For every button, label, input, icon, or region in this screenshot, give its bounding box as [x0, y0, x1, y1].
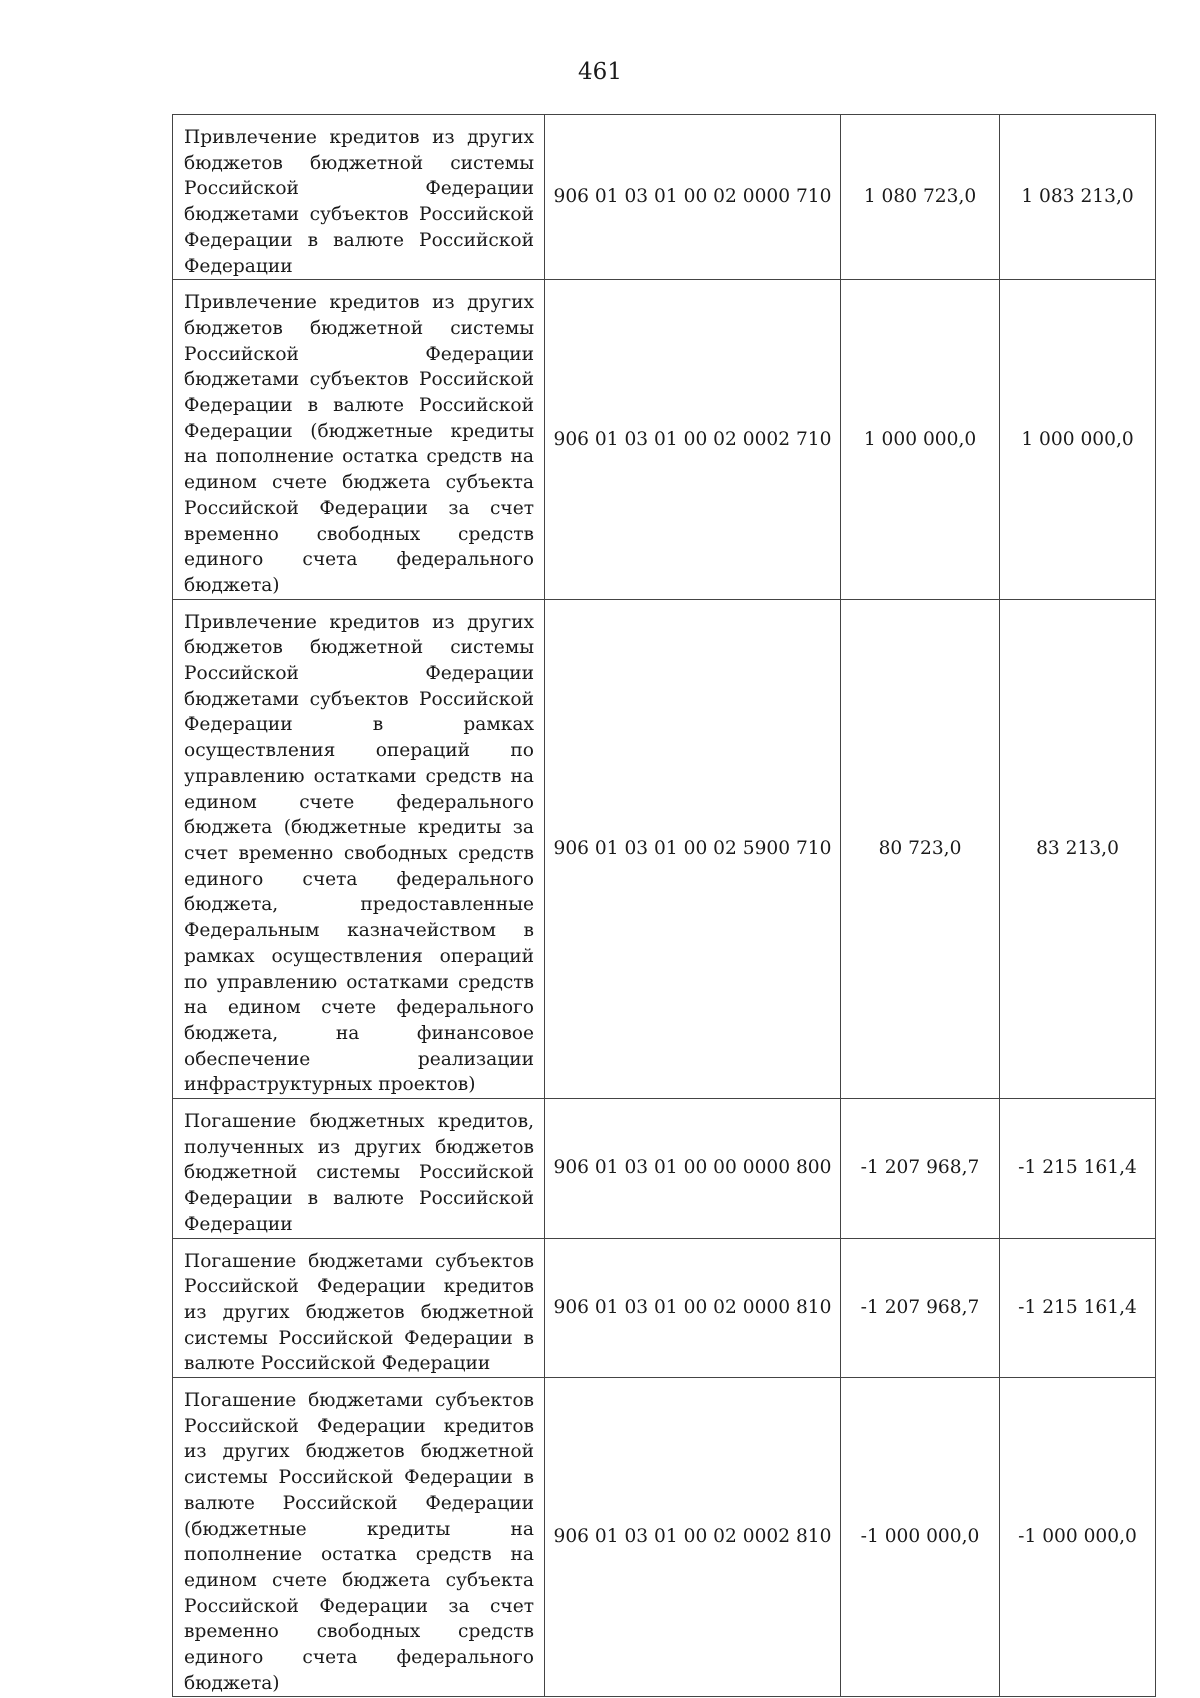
- row-budget-code: 906 01 03 01 00 02 0002 710: [545, 280, 841, 599]
- row-value-second: -1 215 161,4: [1000, 1099, 1156, 1239]
- row-budget-code: 906 01 03 01 00 02 5900 710: [545, 599, 841, 1098]
- row-value-second: 1 083 213,0: [1000, 115, 1156, 280]
- table-row: [173, 1238, 1156, 1378]
- row-description: Привлечение кредитов из других бюджетов бюджетной системы Российской Федерации бюджетами субъектов Российской Федерации в валюте Российской Федерации (бюджетные кредиты на пополнение остатка средств на едином счете бюджета субъекта Российской Федерации за счет временно свободных средств единого счета федерального бюджета): [173, 280, 545, 599]
- page-number: 461: [578, 59, 622, 85]
- row-value-first: 1 080 723,0: [841, 115, 1000, 280]
- row-budget-code: 906 01 03 01 00 02 0000 710: [545, 115, 841, 280]
- budget-sources-table: [172, 114, 1156, 1697]
- row-value-second: -1 215 161,4: [1000, 1238, 1156, 1378]
- row-description: Погашение бюджетами субъектов Российской Федерации кредитов из других бюджетов бюджетной системы Российской Федерации в валюте Российской Федерации: [173, 1238, 545, 1378]
- table-row: [173, 1099, 1156, 1239]
- row-value-second: 83 213,0: [1000, 599, 1156, 1098]
- table-row: [173, 599, 1156, 1098]
- row-value-first: -1 207 968,7: [841, 1238, 1000, 1378]
- row-budget-code: 906 01 03 01 00 02 0000 810: [545, 1238, 841, 1378]
- row-description: Привлечение кредитов из других бюджетов бюджетной системы Российской Федерации бюджетами субъектов Российской Федерации в валюте Российской Федерации: [173, 115, 545, 280]
- table-row: [173, 115, 1156, 280]
- row-description: Привлечение кредитов из других бюджетов бюджетной системы Российской Федерации бюджетами субъектов Российской Федерации в рамках осуществления операций по управлению остатками средств на едином счете федерального бюджета (бюджетные кредиты за счет временно свободных средств единого счета федерального бюджета, предоставленные Федеральным казначейством в рамках осуществления операций по управлению остатками средств на едином счете федерального бюджета, на финансовое обеспечение реализации инфраструктурных проектов): [173, 599, 545, 1098]
- row-value-second: 1 000 000,0: [1000, 280, 1156, 599]
- row-description: Погашение бюджетных кредитов, полученных из других бюджетов бюджетной системы Российской Федерации в валюте Российской Федерации: [173, 1099, 545, 1239]
- row-value-first: 1 000 000,0: [841, 280, 1000, 599]
- row-budget-code: 906 01 03 01 00 00 0000 800: [545, 1099, 841, 1239]
- row-value-second: -1 000 000,0: [1000, 1378, 1156, 1697]
- table-row: [173, 1378, 1156, 1697]
- row-value-first: -1 000 000,0: [841, 1378, 1000, 1697]
- row-value-first: 80 723,0: [841, 599, 1000, 1098]
- table-row: [173, 280, 1156, 599]
- row-description: Погашение бюджетами субъектов Российской Федерации кредитов из других бюджетов бюджетной системы Российской Федерации в валюте Российской Федерации (бюджетные кредиты на пополнение остатка средств на едином счете бюджета субъекта Российской Федерации за счет временно свободных средств единого счета федерального бюджета): [173, 1378, 545, 1697]
- row-budget-code: 906 01 03 01 00 02 0002 810: [545, 1378, 841, 1697]
- row-value-first: -1 207 968,7: [841, 1099, 1000, 1239]
